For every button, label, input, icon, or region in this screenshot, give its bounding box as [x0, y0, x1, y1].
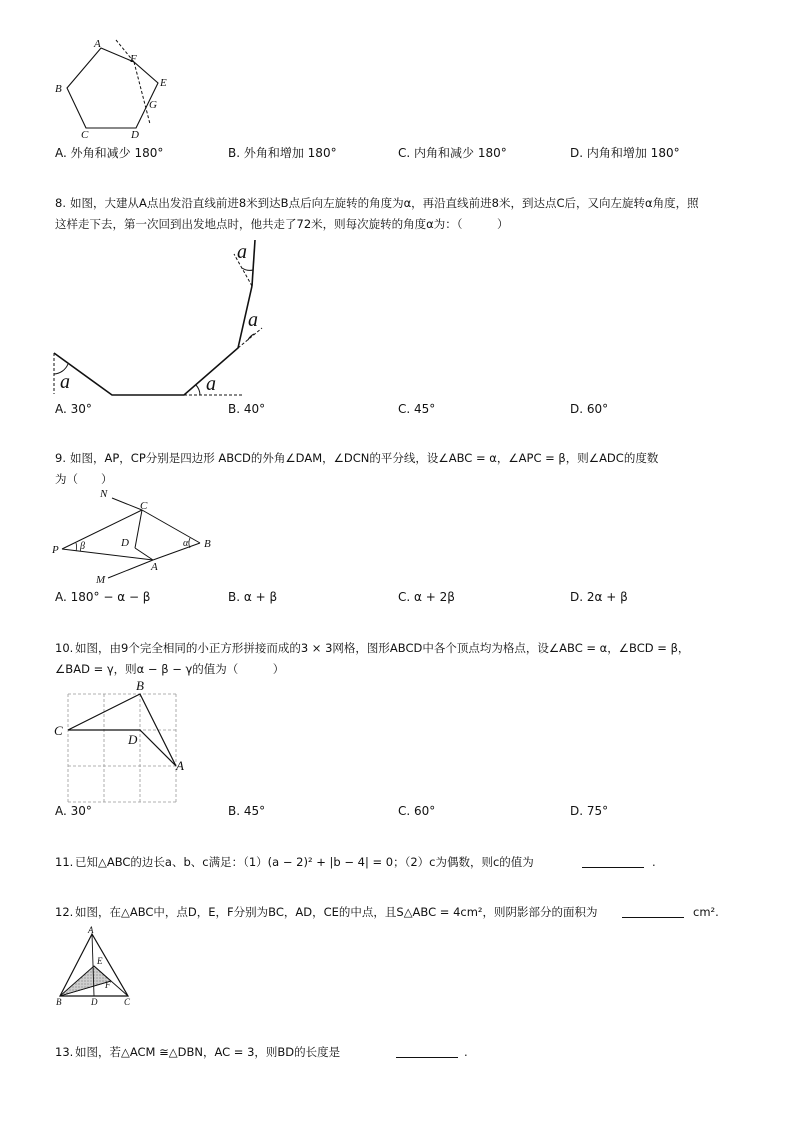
- q7-label-d: D: [131, 129, 139, 141]
- q11-answer-blank[interactable]: [582, 856, 644, 868]
- q7-option-c: C. 内角和减少 180°: [398, 146, 507, 160]
- q9-label-c: C: [140, 500, 148, 512]
- q12-triangle-figure: [54, 926, 140, 1008]
- q13-text: 如图，若△ACM ≅△DBN，AC = 3，则BD的长度是: [75, 1045, 341, 1059]
- q13-end: .: [464, 1045, 468, 1059]
- q8-option-a: A. 30°: [55, 402, 92, 416]
- q12-label-e: E: [97, 956, 103, 966]
- q10-option-b: B. 45°: [228, 804, 266, 818]
- q12-answer-blank[interactable]: [622, 906, 684, 918]
- q7-label-b: B: [55, 83, 62, 95]
- q12-label-f: F: [105, 980, 111, 990]
- q12-text: 如图，在△ABC中，点D，E，F分别为BC，AD，CE的中点，且S△ABC = 4cm²，则阴影部分的面积为: [75, 905, 598, 919]
- q8-text-line2: 这样走下去，第一次回到出发地点时，他共走了72米，则每次旋转的角度α为：（ ）: [55, 217, 509, 231]
- q8-option-c: C. 45°: [398, 402, 436, 416]
- q9-number: 9.: [55, 451, 66, 465]
- q10-text-line2: ∠BAD = γ，则α − β − γ的值为（ ）: [55, 662, 285, 676]
- q8-angle-label-3: a: [248, 309, 258, 331]
- q8-path-figure: [50, 238, 280, 400]
- q7-label-g: G: [149, 99, 157, 111]
- q9-option-d: D. 2α + β: [570, 590, 628, 604]
- q12-label-b: B: [56, 997, 62, 1007]
- q9-quadrilateral-figure: [50, 488, 225, 586]
- q9-label-alpha: α: [183, 538, 189, 549]
- q7-label-f: F: [130, 53, 137, 65]
- q13-number: 13.: [55, 1045, 74, 1059]
- q13-answer-blank[interactable]: [396, 1046, 458, 1058]
- q9-label-b: B: [204, 538, 211, 550]
- q10-text-line1: 如图，由9个完全相同的小正方形拼接而成的3 × 3网格，图形ABCD中各个顶点均为格点，设∠ABC = α，∠BCD = β，: [75, 641, 690, 655]
- q10-label-a: A: [176, 758, 184, 773]
- q10-label-d: D: [128, 732, 138, 747]
- q9-option-b: B. α + β: [228, 590, 278, 604]
- q12-number: 12.: [55, 905, 74, 919]
- q7-pentagon-figure: [50, 36, 190, 142]
- q8-number: 8.: [55, 196, 66, 210]
- q8-text-line1: 如图，大建从A点出发沿直线前进8米到达B点后向左旋转的角度为α，再沿直线前进8米，到达点C后，又向左旋转α角度，照: [70, 196, 699, 210]
- q10-option-a: A. 30°: [55, 804, 92, 818]
- q8-option-d: D. 60°: [570, 402, 609, 416]
- q10-label-c: C: [54, 723, 63, 738]
- q11-end: .: [652, 855, 656, 869]
- q10-number: 10.: [55, 641, 74, 655]
- q7-option-a: A. 外角和减少 180°: [55, 146, 164, 160]
- q9-text-line1: 如图，AP，CP分别是四边形 ABCD的外角∠DAM，∠DCN的平分线，设∠ABC = α，∠APC = β，则∠ADC的度数: [70, 451, 659, 465]
- q10-option-c: C. 60°: [398, 804, 436, 818]
- q12-label-d: D: [91, 997, 98, 1007]
- q9-label-m: M: [96, 574, 106, 586]
- q12-label-c: C: [124, 997, 131, 1007]
- q8-angle-label-1: a: [60, 371, 70, 393]
- q9-label-d: D: [121, 537, 129, 549]
- q7-label-c: C: [81, 129, 89, 141]
- q8-option-b: B. 40°: [228, 402, 266, 416]
- q10-option-d: D. 75°: [570, 804, 609, 818]
- q12-unit: cm².: [693, 905, 719, 919]
- q9-label-a: A: [151, 561, 158, 573]
- q12-label-a: A: [88, 925, 94, 935]
- q11-number: 11.: [55, 855, 74, 869]
- q9-label-p: P: [52, 544, 59, 556]
- q9-option-c: C. α + 2β: [398, 590, 455, 604]
- q9-label-n: N: [100, 488, 108, 500]
- q9-option-a: A. 180° − α − β: [55, 590, 151, 604]
- q9-label-beta: β: [80, 541, 85, 552]
- q8-angle-label-4: a: [237, 241, 247, 263]
- q9-text-line2: 为（ ）: [55, 472, 113, 486]
- q7-option-b: B. 外角和增加 180°: [228, 146, 337, 160]
- q10-label-b: B: [136, 678, 144, 693]
- q11-text: 已知△ABC的边长a、b、c满足：（1）(a − 2)² + |b − 4| = 0；（2）c为偶数，则c的值为: [75, 855, 534, 869]
- q7-label-e: E: [160, 77, 167, 89]
- q10-grid-figure: [50, 676, 190, 802]
- q7-option-d: D. 内角和增加 180°: [570, 146, 680, 160]
- q8-angle-label-2: a: [206, 373, 216, 395]
- q7-label-a: A: [94, 38, 101, 50]
